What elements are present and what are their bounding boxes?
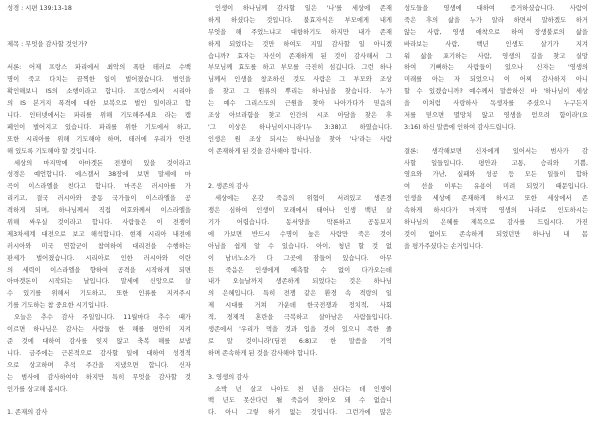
text-line: 의 세력이 이스라엘을 향하여 공격을 시작하게 되면 [7,266,191,274]
text-column-1 [7,3,191,421]
text-line: 바라보는 사람, 백년 인생도 살기가 지겨 [404,40,588,48]
text-line: 여 선을 이루는 유용이 미려 되었기 때문입니다. [404,183,588,191]
blank-line [7,51,191,63]
text-line: 는 범사에 감사하여야 하지만 특히 무엇을 감사할 것 [7,373,191,381]
text-line: 에 가보면 반드시 수명이 높은 사람만 죽은 것이 [208,230,392,238]
text-line: 또한 시리아를 위해 기도해야 하며, 테러에 우리가 안전 [7,135,191,143]
text-line: 3:16) 하신 말씀에 인하여 감사드립니다. [404,123,516,131]
blank-line [208,158,392,170]
text-line: 니다. 인터넷에서는 파리를 위해 기도해주세요 라는 캠 [7,112,191,120]
text-line: 위해 싸우실 것이라고 합니다. 사람들은 이 전쟁이 [7,219,191,227]
text-line: 저를 믿으면 멸망치 않고 영생을 얻으려 함이라'(요 [404,112,588,120]
blank-line [7,27,191,39]
text-line: 확인해보니 IS의 소행이라고 합니다. 프랑스에서 시리아 [7,88,191,96]
text-line: 하게 하셨다는 것입니다. 불효자식은 부모에게 내게 [208,16,392,24]
text-line: 하며 존속하게 된 것을 감사해야 합니다. [208,349,318,357]
text-line: 곡이 이스라엘을 친다고 합니다. 마곡은 러시아를 가 [7,183,191,191]
text-line: 무엇을 해 주었느냐고 대항하기도 하지만 내가 존재 [208,28,392,36]
text-line: 하게 되었다는 것만 하여도 지밀 감사할 일 아니겠 [208,40,392,48]
text-line: 수 있기를 위해서 기도하고, 또한 인류를 지켜주시 [7,290,191,298]
text-column-3 [404,3,588,421]
text-line: 인생을 세상에 존재하게 하시고 또한 세상에서 존 [404,195,588,203]
text-line: 세상의 마지막에 아마겟돈 전쟁이 있을 것이라고 [14,159,191,167]
text-line: 판세가 벌어졌습니다. 시리아로 인한 러시아와 이란 [7,254,191,262]
text-line: 해 있도록 기도해야 할 것입니다. [7,147,97,155]
text-line: 워 삶을 포기하는 사람, 영생의 길을 찾고 실망 [404,52,588,60]
text-line: 하나님의 은혜를 제목으로 감사를 드립시다. 가진 [404,219,588,227]
text-line: 미래를 아는 자 되었으니 이 어찌 감사하지 아니 [404,76,588,84]
text-line: 아님을 쉽게 알 수 있습니다. 아이, 청년 할 것 없 [208,242,392,250]
text-line: '그 이상은 하나님이시니라'(누 3:38)고 하였습니다. [208,123,392,131]
text-line: 리키고, 결국 러시아와 중동 국가들이 이스라엘을 공 [7,195,191,203]
text-line: 결론: 생각해보면 신자에게 있어서는 범사가 감 [404,147,588,155]
text-line: 쟁은 심하여 인생이 모래에서 태어나 인생 백년 살 [208,207,392,215]
text-line: 이 존재하게 된 것을 감사해야 합니다. [208,147,312,155]
sermon-title: 제목 : 무엇을 감사할 것인가? [7,40,88,48]
text-line: 다. 아니 그렇 하기 없는 것입니다. 그런가에 많은 [208,409,392,417]
text-line: 명이 죽고 다치는 끔찍한 일이 벌어졌습니다. 범인을 [7,76,191,84]
text-line: 아마겟돈이 시작되는 날입니다. 말세에 신앙으로 살 [7,278,191,286]
text-line: 격하게 되며, 하나님께서 직접 여호와께서 이스라엘을 [7,207,191,215]
text-line: 세상에는 온갖 죽음의 위협이 서려있고 생존경 [215,195,392,203]
text-line: 러시아와 미국 연합군이 참여하여 대리전을 수행하는 [7,242,191,250]
text-line: 기가 어렵습니다. 동서양을 막론하고 공동묘지 [208,219,392,227]
text-line: 튼 죽음은 인생에게 예측할 수 없이 다가오는데 [208,266,392,274]
text-line: 이 남녀노소가 다 그곳에 잠들어 있습니다. 아무 [208,254,392,262]
text-line: 준 것에 대하여 감사를 잊지 않고 축복 해를 보냅 [7,337,191,345]
text-line: 의 IS 본거지 폭격에 대한 보복으로 벌인 일이라고 합 [7,100,191,108]
text-line: 사할 일들입니다. 평안과 고통, 승리와 기쁨, [404,159,588,167]
text-line: 을 찾고 그 원류의 뿌리는 하나님을 찾습니다. 누가 [208,88,392,96]
text-line: 않는 사람, 영생 애착으로 하여 장생불로의 삶을 [404,28,588,36]
text-line: 서론: 어제 프랑스 파리에서 최악의 폭탄 테러로 수백 [7,64,191,72]
text-line: 제 시대를 거쳐 가운데 한국전쟁과 정치적, 사회 [208,302,392,310]
text-line: 할 수 있겠습니까? 예수께서 말씀하신 바 '하나님이 세상 [404,88,588,96]
text-line: 영요와 가난, 실패와 성공 등 모든 일들이 합하 [404,171,588,179]
text-line: 내가 오늘날까지 생존하게 되었다는 것은 하나님 [208,278,392,286]
blank-line [7,15,191,27]
text-line: 오늘은 추수 감사 주일입니다. 11월마다 추수 때가 [14,314,191,322]
text-line: 제3차세계 대전으로 보고 해석합니다. 현재 시리아 내전에 [7,230,191,238]
text-line: 인생이 하나님께 감사할 일은 '나'를 세상에 존재 [215,5,392,12]
text-line: 것이 없어도 존속하게 되었던만 하나님 내 몸 [404,230,588,238]
text-line: 조상 아브라함을 찾고 인간의 시조 아담을 찾은 후 [208,112,392,120]
text-line: 속하게 하시다가 마지막 영생의 나라로 인도하시는 [404,207,588,215]
text-line: 백 년도 못산다던 될 죽음이 찾아오 돼 수 없습니 [208,397,392,405]
text-line: 으로 상고하며 추석 주간을 지냈으면 합니다. 신자 [7,361,191,369]
text-line: 하여 기뻐하는 사람들이 있으나 신자는 '영생의 [404,64,588,72]
text-line: 는 예수 그리스도의 근원을 찾아 나아가다가 믿음의 [208,100,392,108]
text-line: 니다. 금주에는 근본적으로 감사할 일에 대하여 성경적 [7,349,191,357]
text-line: 을 평가주셨다는 손거입니다. [404,242,483,250]
text-line: 의 은혜입니다. 특히 전쟁 같은 환경 속 격랑의 일 [208,290,392,298]
text-line: 적, 경제적 혼란을 극복하고 살아남은 사람들입니다. [208,314,392,322]
text-line: 인생은 원 조상 되시는 하나님을 찾아 '나'라는 사람 [208,135,392,143]
text-line: 죽은 후의 삶을 누가 알라 하면서 말하겠도 하거 [404,16,588,24]
blank-line [208,169,392,181]
text-line: 이르면 하나님은 감사는 사람들 한 해를 평안히 지켜 [7,326,191,334]
text-line: 습니까? 효자는 자신이 존재하게 된 것이 감사해서 그 [208,52,392,60]
text-line: 인가를 상고해 봅시다. [7,385,68,393]
section-heading: 3. 영생의 감사 [208,373,249,381]
text-line: 기를 기도하는 참 중요한 시기입니다. [7,302,109,310]
blank-line [208,360,392,372]
section-heading: 1. 존재의 감사 [7,409,48,417]
blank-line [404,134,588,146]
blank-line [7,395,191,407]
text-line: 페인이 벌어지고 있습니다. 파리를 위한 기도에서 하고, [7,123,191,131]
text-line: 부모님께 효도를 하고 부모를 극진히 섬깁니다. 그런 하나 [208,64,392,72]
text-line: 성경은 예언합니다. 에스겔서 38장에 보면 말세에 마 [7,171,191,179]
text-line: 님께서 인생을 창조하신 것도 사람은 그 부모와 조상 [208,76,392,84]
text-line: 생존에서 '우리가 먹을 것과 입을 것이 있으니 족한 줄 [208,326,392,334]
text-line: 성도들을 영생에 대하여 증거하셨습니다. 사람이 [404,5,588,12]
text-column-2 [208,3,392,421]
scripture-reference: 성경 : 시편 139:13-18 [7,5,72,12]
text-line: 로 알 것이니라'(딤전 6:8)고 한 말씀을 기억 [208,337,392,345]
section-heading: 2. 생존의 감사 [208,183,249,191]
text-line: 을 이처럼 사랑하사 독생자를 주셨으니 누구든지 [404,100,588,108]
text-line: 소박 넌 살고 나아도 천 년을 산다는 데 인생이 [215,385,392,393]
